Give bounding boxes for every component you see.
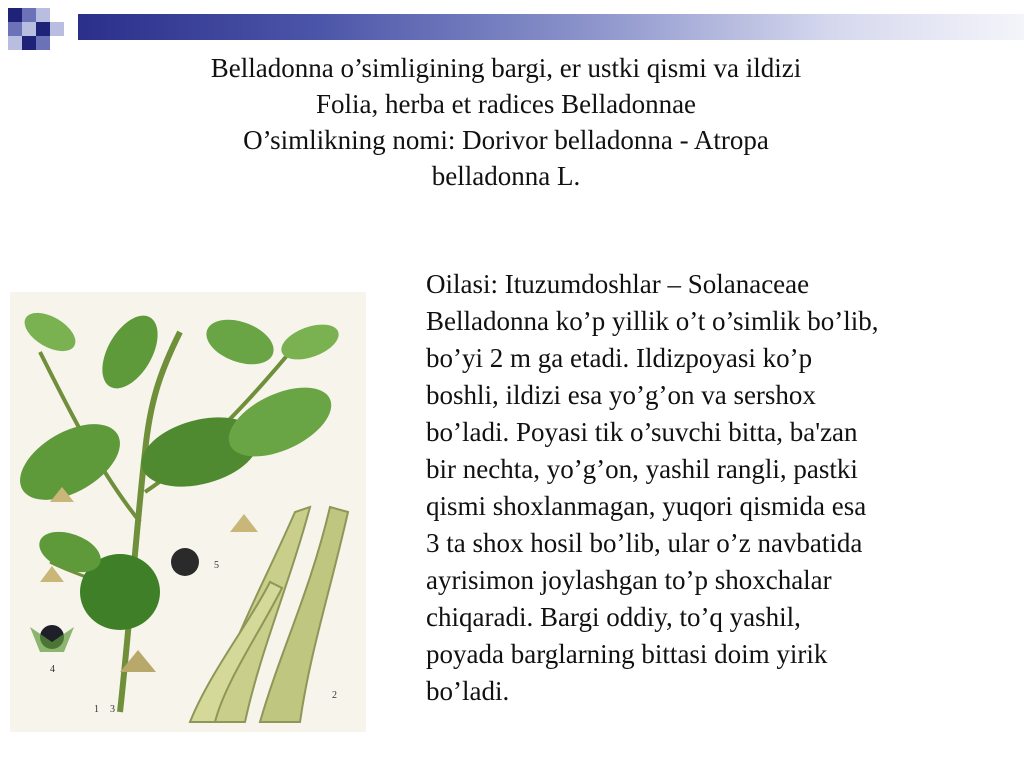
text-line: Belladonna ko’p yillik o’t o’simlik bo’lib, [426, 306, 879, 336]
figure-label: 1 [94, 704, 99, 715]
figure-label: 2 [332, 690, 337, 701]
title-line: Belladonna o’simligining bargi, er ustki qismi va ildizi [210, 53, 802, 83]
text-line: bo’ladi. [426, 676, 510, 706]
text-line: ayrisimon joylashgan to’p shoxchalar [426, 565, 832, 595]
text-line: qismi shoxlanmagan, yuqori qismida esa [426, 491, 867, 521]
figure-label: 5 [214, 560, 219, 571]
title-line: Folia, herba et radices Belladonnae [315, 89, 697, 119]
text-line: chiqaradi. Bargi oddiy, to’q yashil, [426, 602, 801, 632]
text-line: bo’ladi. Poyasi tik o’suvchi bitta, ba'zan [426, 417, 858, 447]
text-line: boshli, ildizi esa yo’g’on va sershox [426, 380, 816, 410]
figure-label: 4 [50, 664, 55, 675]
description-text [426, 266, 1016, 710]
belladonna-illustration [10, 292, 366, 732]
title-line: belladonna L. [431, 161, 581, 191]
figure-label: 3 [110, 704, 115, 715]
text-line: bir nechta, yo’g’on, yashil rangli, pastki [426, 454, 858, 484]
text-line: Oilasi: Ituzumdoshlar – Solanaceae [426, 269, 810, 299]
slide-title [100, 50, 912, 194]
title-line: O’simlikning nomi: Dorivor belladonna - Atropa [243, 125, 769, 155]
text-line: bo’yi 2 m ga etadi. Ildizpoyasi ko’p [426, 343, 813, 373]
header-gradient-band [78, 14, 1024, 40]
text-line: 3 ta shox hosil bo’lib, ular o’z navbatida [426, 528, 863, 558]
text-line: poyada barglarning bittasi doim yirik [426, 639, 828, 669]
